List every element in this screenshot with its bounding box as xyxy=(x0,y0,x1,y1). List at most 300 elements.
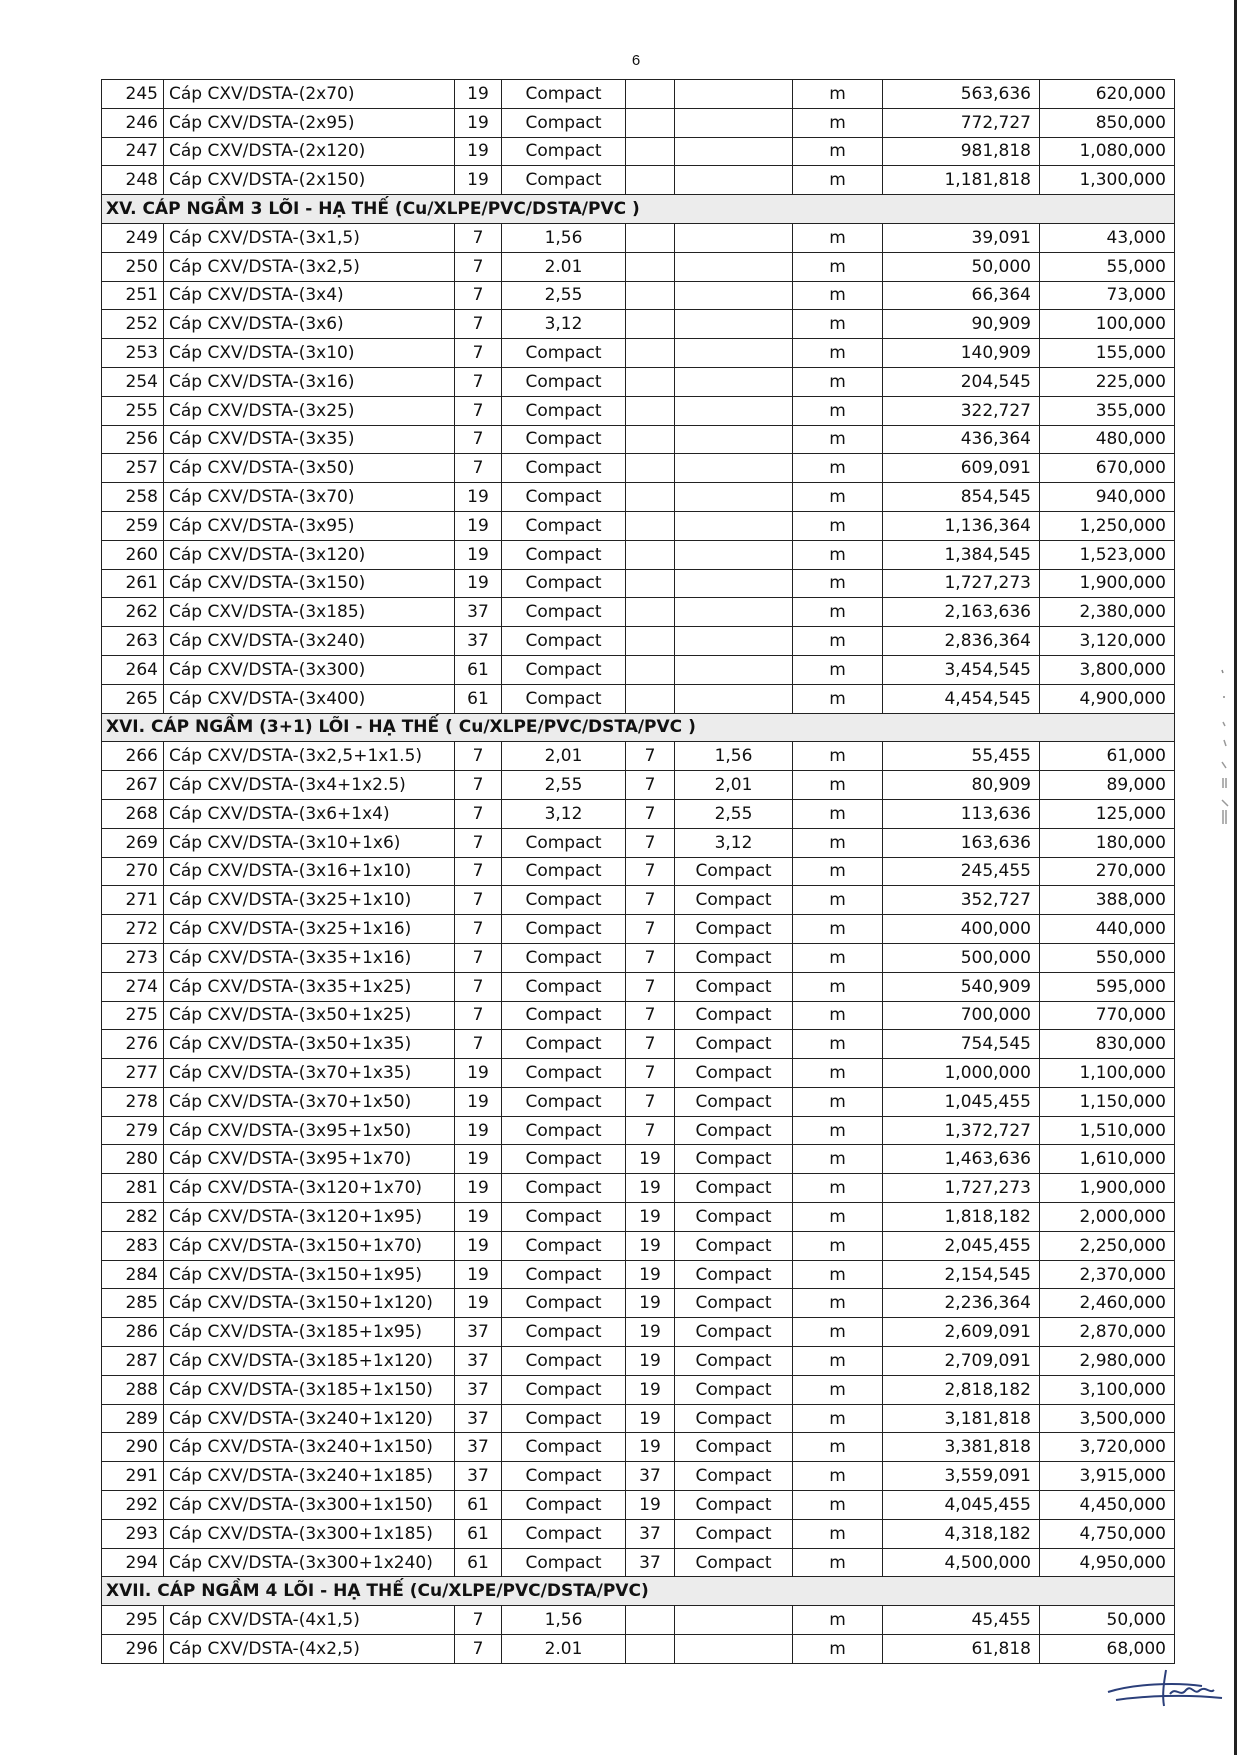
price-before-vat-cell: 854,545 xyxy=(883,483,1040,512)
price-before-vat-cell: 45,455 xyxy=(883,1606,1040,1635)
price-before-vat-cell: 50,000 xyxy=(883,252,1040,281)
neutral-type-cell xyxy=(675,655,793,684)
price-before-vat-cell: 1,136,364 xyxy=(883,511,1040,540)
price-after-vat-cell: 440,000 xyxy=(1040,915,1175,944)
price-after-vat-cell: 1,523,000 xyxy=(1040,540,1175,569)
price-before-vat-cell: 3,454,545 xyxy=(883,655,1040,684)
price-after-vat-cell: 940,000 xyxy=(1040,483,1175,512)
neutral-type-cell: Compact xyxy=(675,943,793,972)
neutral-type-cell xyxy=(675,684,793,713)
core-strands-cell: 7 xyxy=(455,1001,502,1030)
core-type-cell: Compact xyxy=(502,1001,626,1030)
price-before-vat-cell: 2,836,364 xyxy=(883,627,1040,656)
core-type-cell: Compact xyxy=(502,1289,626,1318)
table-row xyxy=(102,1001,1175,1030)
core-type-cell: Compact xyxy=(502,1203,626,1232)
core-strands-cell: 61 xyxy=(455,1548,502,1577)
core-type-cell: Compact xyxy=(502,367,626,396)
product-name-cell: Cáp CXV/DSTA-(3x240) xyxy=(164,627,455,656)
unit-cell: m xyxy=(793,598,883,627)
core-strands-cell: 37 xyxy=(455,627,502,656)
item-number-cell: 280 xyxy=(102,1145,164,1174)
neutral-strands-cell xyxy=(626,540,675,569)
neutral-type-cell: Compact xyxy=(675,1030,793,1059)
item-number-cell: 254 xyxy=(102,367,164,396)
unit-cell: m xyxy=(793,684,883,713)
price-before-vat-cell: 39,091 xyxy=(883,223,1040,252)
price-after-vat-cell: 355,000 xyxy=(1040,396,1175,425)
item-number-cell: 278 xyxy=(102,1087,164,1116)
unit-cell: m xyxy=(793,108,883,137)
price-after-vat-cell: 89,000 xyxy=(1040,771,1175,800)
core-type-cell: Compact xyxy=(502,1174,626,1203)
price-before-vat-cell: 3,559,091 xyxy=(883,1462,1040,1491)
item-number-cell: 253 xyxy=(102,339,164,368)
unit-cell: m xyxy=(793,1231,883,1260)
neutral-type-cell xyxy=(675,540,793,569)
table-row xyxy=(102,1174,1175,1203)
table-row xyxy=(102,569,1175,598)
core-strands-cell: 19 xyxy=(455,1087,502,1116)
neutral-type-cell: Compact xyxy=(675,1087,793,1116)
table-row xyxy=(102,1145,1175,1174)
neutral-strands-cell: 7 xyxy=(626,1059,675,1088)
table-row xyxy=(102,886,1175,915)
core-strands-cell: 19 xyxy=(455,1116,502,1145)
core-strands-cell: 19 xyxy=(455,511,502,540)
price-before-vat-cell: 113,636 xyxy=(883,799,1040,828)
item-number-cell: 296 xyxy=(102,1635,164,1664)
table-row xyxy=(102,771,1175,800)
core-strands-cell: 37 xyxy=(455,1433,502,1462)
price-after-vat-cell: 2,370,000 xyxy=(1040,1260,1175,1289)
table-row xyxy=(102,828,1175,857)
price-before-vat-cell: 3,381,818 xyxy=(883,1433,1040,1462)
neutral-type-cell xyxy=(675,483,793,512)
core-type-cell: Compact xyxy=(502,828,626,857)
neutral-strands-cell xyxy=(626,1635,675,1664)
unit-cell: m xyxy=(793,396,883,425)
price-after-vat-cell: 68,000 xyxy=(1040,1635,1175,1664)
product-name-cell: Cáp CXV/DSTA-(3x95+1x50) xyxy=(164,1116,455,1145)
neutral-type-cell: Compact xyxy=(675,1203,793,1232)
price-after-vat-cell: 1,510,000 xyxy=(1040,1116,1175,1145)
price-before-vat-cell: 90,909 xyxy=(883,310,1040,339)
item-number-cell: 247 xyxy=(102,137,164,166)
unit-cell: m xyxy=(793,511,883,540)
price-before-vat-cell: 245,455 xyxy=(883,857,1040,886)
price-after-vat-cell: 4,450,000 xyxy=(1040,1491,1175,1520)
section-header xyxy=(102,713,1175,742)
item-number-cell: 293 xyxy=(102,1519,164,1548)
product-name-cell: Cáp CXV/DSTA-(3x10+1x6) xyxy=(164,828,455,857)
item-number-cell: 266 xyxy=(102,742,164,771)
price-after-vat-cell: 4,750,000 xyxy=(1040,1519,1175,1548)
section-title: XVI. CÁP NGẦM (3+1) LÕI - HẠ THẾ ( Cu/XLPE/PVC/DSTA/PVC ) xyxy=(102,713,1175,742)
table-row xyxy=(102,598,1175,627)
price-after-vat-cell: 770,000 xyxy=(1040,1001,1175,1030)
neutral-strands-cell xyxy=(626,655,675,684)
price-before-vat-cell: 163,636 xyxy=(883,828,1040,857)
neutral-strands-cell: 7 xyxy=(626,972,675,1001)
price-after-vat-cell: 61,000 xyxy=(1040,742,1175,771)
unit-cell: m xyxy=(793,1116,883,1145)
table-row xyxy=(102,1548,1175,1577)
price-before-vat-cell: 1,372,727 xyxy=(883,1116,1040,1145)
core-strands-cell: 7 xyxy=(455,252,502,281)
core-strands-cell: 19 xyxy=(455,108,502,137)
price-after-vat-cell: 1,610,000 xyxy=(1040,1145,1175,1174)
unit-cell: m xyxy=(793,655,883,684)
neutral-strands-cell xyxy=(626,511,675,540)
core-type-cell: Compact xyxy=(502,80,626,109)
unit-cell: m xyxy=(793,540,883,569)
neutral-strands-cell xyxy=(626,223,675,252)
core-type-cell: Compact xyxy=(502,511,626,540)
product-name-cell: Cáp CXV/DSTA-(3x300+1x185) xyxy=(164,1519,455,1548)
core-type-cell: Compact xyxy=(502,943,626,972)
neutral-strands-cell xyxy=(626,483,675,512)
table-row xyxy=(102,396,1175,425)
price-after-vat-cell: 4,900,000 xyxy=(1040,684,1175,713)
core-strands-cell: 61 xyxy=(455,655,502,684)
price-after-vat-cell: 1,080,000 xyxy=(1040,137,1175,166)
product-name-cell: Cáp CXV/DSTA-(3x50+1x25) xyxy=(164,1001,455,1030)
core-type-cell: Compact xyxy=(502,857,626,886)
price-before-vat-cell: 1,463,636 xyxy=(883,1145,1040,1174)
product-name-cell: Cáp CXV/DSTA-(3x300) xyxy=(164,655,455,684)
product-name-cell: Cáp CXV/DSTA-(3x185) xyxy=(164,598,455,627)
item-number-cell: 268 xyxy=(102,799,164,828)
item-number-cell: 267 xyxy=(102,771,164,800)
core-strands-cell: 37 xyxy=(455,1462,502,1491)
product-name-cell: Cáp CXV/DSTA-(3x70+1x50) xyxy=(164,1087,455,1116)
neutral-strands-cell: 19 xyxy=(626,1318,675,1347)
table-row xyxy=(102,1491,1175,1520)
price-before-vat-cell: 61,818 xyxy=(883,1635,1040,1664)
neutral-type-cell xyxy=(675,569,793,598)
price-after-vat-cell: 1,250,000 xyxy=(1040,511,1175,540)
core-type-cell: Compact xyxy=(502,108,626,137)
product-name-cell: Cáp CXV/DSTA-(3x25) xyxy=(164,396,455,425)
neutral-strands-cell xyxy=(626,310,675,339)
table-row xyxy=(102,1030,1175,1059)
price-after-vat-cell: 1,300,000 xyxy=(1040,166,1175,195)
neutral-type-cell: Compact xyxy=(675,886,793,915)
price-before-vat-cell: 609,091 xyxy=(883,454,1040,483)
item-number-cell: 289 xyxy=(102,1404,164,1433)
core-strands-cell: 7 xyxy=(455,310,502,339)
neutral-strands-cell: 19 xyxy=(626,1375,675,1404)
price-before-vat-cell: 500,000 xyxy=(883,943,1040,972)
price-before-vat-cell: 66,364 xyxy=(883,281,1040,310)
unit-cell: m xyxy=(793,483,883,512)
core-type-cell: Compact xyxy=(502,1519,626,1548)
item-number-cell: 250 xyxy=(102,252,164,281)
product-name-cell: Cáp CXV/DSTA-(3x150+1x120) xyxy=(164,1289,455,1318)
neutral-strands-cell: 37 xyxy=(626,1519,675,1548)
unit-cell: m xyxy=(793,886,883,915)
price-after-vat-cell: 1,900,000 xyxy=(1040,1174,1175,1203)
neutral-strands-cell: 19 xyxy=(626,1231,675,1260)
table-row xyxy=(102,223,1175,252)
neutral-type-cell xyxy=(675,108,793,137)
product-name-cell: Cáp CXV/DSTA-(3x120) xyxy=(164,540,455,569)
item-number-cell: 290 xyxy=(102,1433,164,1462)
neutral-type-cell: Compact xyxy=(675,1318,793,1347)
neutral-type-cell: Compact xyxy=(675,1462,793,1491)
core-type-cell: Compact xyxy=(502,1145,626,1174)
price-before-vat-cell: 772,727 xyxy=(883,108,1040,137)
neutral-type-cell: Compact xyxy=(675,1231,793,1260)
core-type-cell: Compact xyxy=(502,166,626,195)
unit-cell: m xyxy=(793,943,883,972)
neutral-type-cell: Compact xyxy=(675,1260,793,1289)
table-row xyxy=(102,1519,1175,1548)
price-before-vat-cell: 2,045,455 xyxy=(883,1231,1040,1260)
scan-edge xyxy=(1234,0,1237,1755)
section-title: XV. CÁP NGẦM 3 LÕI - HẠ THẾ (Cu/XLPE/PVC/DSTA/PVC ) xyxy=(102,195,1175,224)
core-type-cell: Compact xyxy=(502,1087,626,1116)
neutral-strands-cell: 19 xyxy=(626,1347,675,1376)
unit-cell: m xyxy=(793,1548,883,1577)
neutral-type-cell xyxy=(675,1635,793,1664)
price-after-vat-cell: 670,000 xyxy=(1040,454,1175,483)
core-type-cell: 1,56 xyxy=(502,1606,626,1635)
unit-cell: m xyxy=(793,1289,883,1318)
neutral-strands-cell: 7 xyxy=(626,943,675,972)
item-number-cell: 273 xyxy=(102,943,164,972)
price-before-vat-cell: 436,364 xyxy=(883,425,1040,454)
item-number-cell: 271 xyxy=(102,886,164,915)
item-number-cell: 283 xyxy=(102,1231,164,1260)
price-before-vat-cell: 2,154,545 xyxy=(883,1260,1040,1289)
price-before-vat-cell: 700,000 xyxy=(883,1001,1040,1030)
table-row xyxy=(102,1462,1175,1491)
item-number-cell: 255 xyxy=(102,396,164,425)
product-name-cell: Cáp CXV/DSTA-(3x240+1x150) xyxy=(164,1433,455,1462)
product-name-cell: Cáp CXV/DSTA-(3x4+1x2.5) xyxy=(164,771,455,800)
core-strands-cell: 7 xyxy=(455,771,502,800)
item-number-cell: 265 xyxy=(102,684,164,713)
unit-cell: m xyxy=(793,1318,883,1347)
unit-cell: m xyxy=(793,166,883,195)
neutral-type-cell: Compact xyxy=(675,1404,793,1433)
neutral-type-cell xyxy=(675,252,793,281)
neutral-strands-cell xyxy=(626,1606,675,1635)
core-strands-cell: 19 xyxy=(455,569,502,598)
price-after-vat-cell: 388,000 xyxy=(1040,886,1175,915)
table-row xyxy=(102,1116,1175,1145)
table-row xyxy=(102,915,1175,944)
core-strands-cell: 19 xyxy=(455,80,502,109)
product-name-cell: Cáp CXV/DSTA-(3x150+1x95) xyxy=(164,1260,455,1289)
core-strands-cell: 7 xyxy=(455,857,502,886)
unit-cell: m xyxy=(793,1001,883,1030)
product-name-cell: Cáp CXV/DSTA-(3x150) xyxy=(164,569,455,598)
core-type-cell: Compact xyxy=(502,684,626,713)
product-name-cell: Cáp CXV/DSTA-(3x120+1x95) xyxy=(164,1203,455,1232)
neutral-type-cell: Compact xyxy=(675,1145,793,1174)
product-name-cell: Cáp CXV/DSTA-(3x70) xyxy=(164,483,455,512)
core-strands-cell: 7 xyxy=(455,886,502,915)
price-before-vat-cell: 2,163,636 xyxy=(883,598,1040,627)
item-number-cell: 282 xyxy=(102,1203,164,1232)
neutral-type-cell xyxy=(675,396,793,425)
neutral-type-cell xyxy=(675,454,793,483)
price-before-vat-cell: 80,909 xyxy=(883,771,1040,800)
product-name-cell: Cáp CXV/DSTA-(3x120+1x70) xyxy=(164,1174,455,1203)
core-strands-cell: 37 xyxy=(455,1318,502,1347)
neutral-strands-cell: 19 xyxy=(626,1433,675,1462)
price-before-vat-cell: 2,609,091 xyxy=(883,1318,1040,1347)
core-strands-cell: 7 xyxy=(455,799,502,828)
table-row xyxy=(102,483,1175,512)
price-before-vat-cell: 4,318,182 xyxy=(883,1519,1040,1548)
unit-cell: m xyxy=(793,1606,883,1635)
neutral-type-cell: Compact xyxy=(675,1491,793,1520)
core-strands-cell: 7 xyxy=(455,1606,502,1635)
product-name-cell: Cáp CXV/DSTA-(4x1,5) xyxy=(164,1606,455,1635)
core-strands-cell: 19 xyxy=(455,1231,502,1260)
price-before-vat-cell: 2,236,364 xyxy=(883,1289,1040,1318)
unit-cell: m xyxy=(793,137,883,166)
price-after-vat-cell: 850,000 xyxy=(1040,108,1175,137)
product-name-cell: Cáp CXV/DSTA-(3x185+1x120) xyxy=(164,1347,455,1376)
item-number-cell: 287 xyxy=(102,1347,164,1376)
core-type-cell: Compact xyxy=(502,1462,626,1491)
table-row xyxy=(102,137,1175,166)
neutral-strands-cell: 7 xyxy=(626,742,675,771)
price-after-vat-cell: 50,000 xyxy=(1040,1606,1175,1635)
core-strands-cell: 19 xyxy=(455,1289,502,1318)
unit-cell: m xyxy=(793,1030,883,1059)
table-row xyxy=(102,281,1175,310)
price-after-vat-cell: 225,000 xyxy=(1040,367,1175,396)
neutral-strands-cell: 7 xyxy=(626,886,675,915)
core-strands-cell: 7 xyxy=(455,742,502,771)
table-row xyxy=(102,1289,1175,1318)
neutral-type-cell xyxy=(675,598,793,627)
core-strands-cell: 37 xyxy=(455,598,502,627)
item-number-cell: 249 xyxy=(102,223,164,252)
core-type-cell: 2.01 xyxy=(502,252,626,281)
core-type-cell: Compact xyxy=(502,483,626,512)
section-header xyxy=(102,1577,1175,1606)
neutral-type-cell xyxy=(675,281,793,310)
table-row xyxy=(102,1375,1175,1404)
core-strands-cell: 61 xyxy=(455,1519,502,1548)
neutral-type-cell: 1,56 xyxy=(675,742,793,771)
core-strands-cell: 7 xyxy=(455,454,502,483)
neutral-type-cell xyxy=(675,1606,793,1635)
neutral-type-cell xyxy=(675,367,793,396)
price-before-vat-cell: 4,454,545 xyxy=(883,684,1040,713)
core-type-cell: Compact xyxy=(502,396,626,425)
unit-cell: m xyxy=(793,367,883,396)
price-before-vat-cell: 1,181,818 xyxy=(883,166,1040,195)
price-before-vat-cell: 1,727,273 xyxy=(883,569,1040,598)
core-strands-cell: 37 xyxy=(455,1404,502,1433)
item-number-cell: 256 xyxy=(102,425,164,454)
neutral-strands-cell xyxy=(626,396,675,425)
core-strands-cell: 7 xyxy=(455,223,502,252)
core-strands-cell: 19 xyxy=(455,1260,502,1289)
item-number-cell: 274 xyxy=(102,972,164,1001)
price-after-vat-cell: 2,870,000 xyxy=(1040,1318,1175,1347)
price-after-vat-cell: 550,000 xyxy=(1040,943,1175,972)
neutral-type-cell: Compact xyxy=(675,915,793,944)
core-strands-cell: 19 xyxy=(455,1203,502,1232)
table-row xyxy=(102,972,1175,1001)
price-before-vat-cell: 2,818,182 xyxy=(883,1375,1040,1404)
price-after-vat-cell: 3,100,000 xyxy=(1040,1375,1175,1404)
core-strands-cell: 7 xyxy=(455,972,502,1001)
product-name-cell: Cáp CXV/DSTA-(2x150) xyxy=(164,166,455,195)
price-after-vat-cell: 830,000 xyxy=(1040,1030,1175,1059)
core-strands-cell: 7 xyxy=(455,1030,502,1059)
neutral-strands-cell: 37 xyxy=(626,1462,675,1491)
unit-cell: m xyxy=(793,1145,883,1174)
table-row xyxy=(102,540,1175,569)
unit-cell: m xyxy=(793,1404,883,1433)
neutral-type-cell: Compact xyxy=(675,1433,793,1462)
core-type-cell: 1,56 xyxy=(502,223,626,252)
table-row xyxy=(102,1059,1175,1088)
core-strands-cell: 7 xyxy=(455,339,502,368)
table-row xyxy=(102,1606,1175,1635)
core-type-cell: Compact xyxy=(502,598,626,627)
unit-cell: m xyxy=(793,1087,883,1116)
neutral-strands-cell xyxy=(626,80,675,109)
core-type-cell: Compact xyxy=(502,1347,626,1376)
neutral-type-cell: Compact xyxy=(675,1375,793,1404)
neutral-strands-cell: 7 xyxy=(626,1030,675,1059)
product-name-cell: Cáp CXV/DSTA-(3x70+1x35) xyxy=(164,1059,455,1088)
item-number-cell: 260 xyxy=(102,540,164,569)
table-row xyxy=(102,1231,1175,1260)
table-row xyxy=(102,339,1175,368)
neutral-strands-cell: 7 xyxy=(626,915,675,944)
item-number-cell: 251 xyxy=(102,281,164,310)
core-type-cell: 2,01 xyxy=(502,742,626,771)
neutral-strands-cell xyxy=(626,166,675,195)
core-type-cell: Compact xyxy=(502,972,626,1001)
item-number-cell: 288 xyxy=(102,1375,164,1404)
item-number-cell: 285 xyxy=(102,1289,164,1318)
core-strands-cell: 19 xyxy=(455,483,502,512)
price-after-vat-cell: 3,915,000 xyxy=(1040,1462,1175,1491)
price-before-vat-cell: 563,636 xyxy=(883,80,1040,109)
price-after-vat-cell: 43,000 xyxy=(1040,223,1175,252)
product-name-cell: Cáp CXV/DSTA-(2x120) xyxy=(164,137,455,166)
table-row xyxy=(102,367,1175,396)
item-number-cell: 291 xyxy=(102,1462,164,1491)
neutral-type-cell xyxy=(675,310,793,339)
table-row xyxy=(102,108,1175,137)
price-before-vat-cell: 400,000 xyxy=(883,915,1040,944)
core-type-cell: Compact xyxy=(502,1260,626,1289)
core-type-cell: Compact xyxy=(502,1116,626,1145)
core-strands-cell: 7 xyxy=(455,425,502,454)
unit-cell: m xyxy=(793,454,883,483)
core-type-cell: Compact xyxy=(502,339,626,368)
core-strands-cell: 19 xyxy=(455,1059,502,1088)
neutral-strands-cell xyxy=(626,684,675,713)
neutral-type-cell xyxy=(675,137,793,166)
core-strands-cell: 7 xyxy=(455,396,502,425)
unit-cell: m xyxy=(793,1462,883,1491)
